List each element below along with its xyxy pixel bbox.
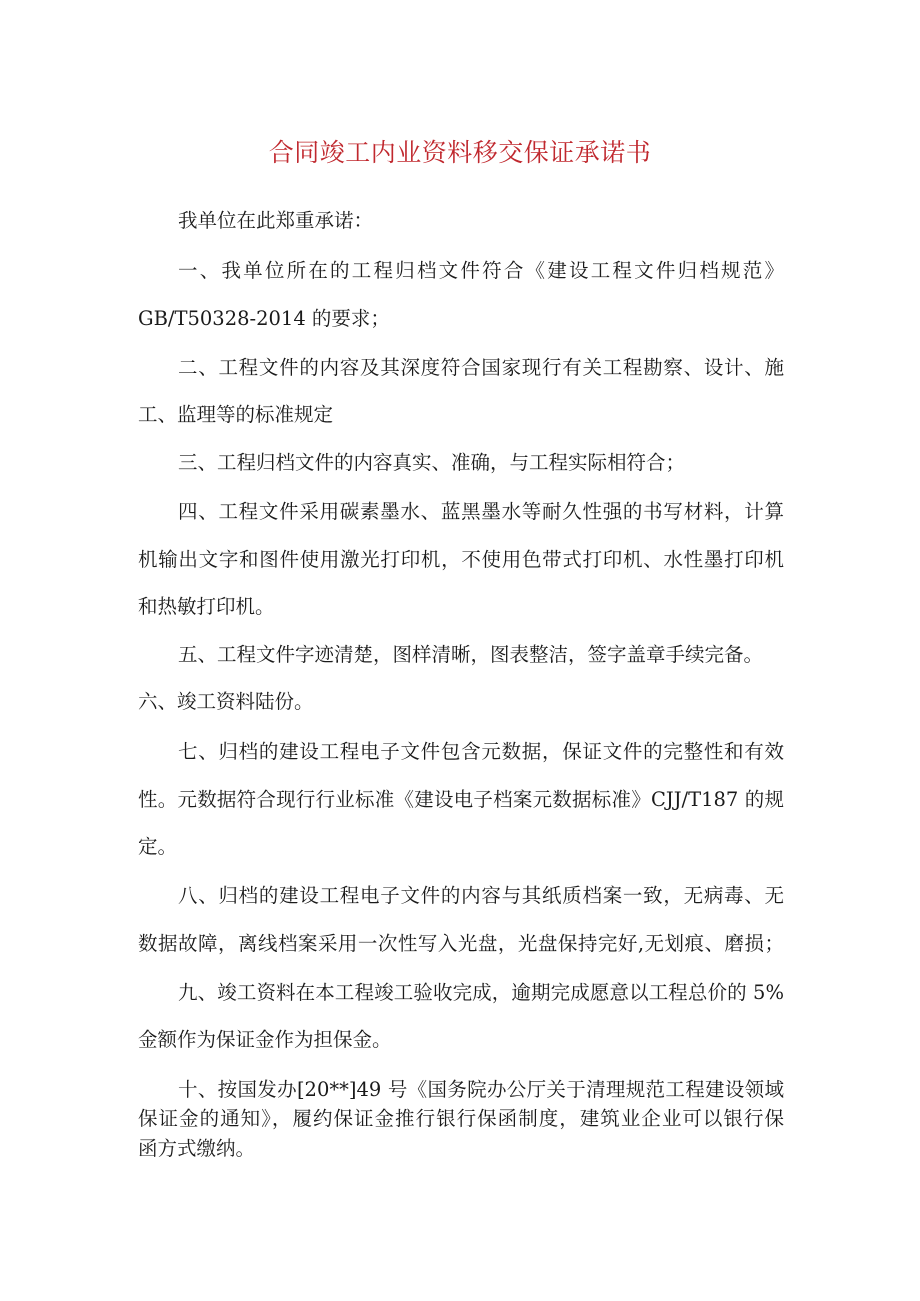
text-line: 二、工程文件的内容及其深度符合国家现行有关工程勘察、设计、施 xyxy=(178,356,784,379)
text-line: 六、竣工资料陆份。 xyxy=(138,690,314,713)
text-line: 机输出文字和图件使用激光打印机，不使用色带式打印机、水性墨打印机 xyxy=(138,548,784,571)
text-line: 和热敏打印机。 xyxy=(138,595,275,618)
text-line: 四、工程文件采用碳素墨水、蓝黑墨水等耐久性强的书写材料，计算 xyxy=(178,500,784,523)
text-line: 性。元数据符合现行行业标准《建设电子档案元数据标准》CJJ/T187 的规 xyxy=(138,788,784,811)
document-title: 合同竣工内业资料移交保证承诺书 xyxy=(268,138,652,167)
text-line: 函方式缴纳。 xyxy=(138,1137,256,1160)
text-line: 我单位在此郑重承诺： xyxy=(178,209,374,232)
text-line: 金额作为保证金作为担保金。 xyxy=(138,1028,392,1051)
text-line: 数据故障，离线档案采用一次性写入光盘，光盘保持完好,无划痕、磨损； xyxy=(138,932,784,955)
text-line: 五、工程文件字迹清楚，图样清晰，图表整洁，签字盖章手续完备。 xyxy=(178,643,764,666)
text-line: 一、我单位所在的工程归档文件符合《建设工程文件归档规范》 xyxy=(178,259,784,282)
text-line: 三、工程归档文件的内容真实、准确，与工程实际相符合； xyxy=(178,451,686,474)
text-line: 定。 xyxy=(138,835,178,858)
text-line: 十、按国发办[20**]49 号《国务院办公厅关于清理规范工程建设领域 xyxy=(178,1078,784,1101)
text-line: 七、归档的建设工程电子文件包含元数据，保证文件的完整性和有效 xyxy=(178,740,784,763)
text-line: 八、归档的建设工程电子文件的内容与其纸质档案一致，无病毒、无 xyxy=(178,884,784,907)
text-line: 工、监理等的标准规定 xyxy=(138,403,334,426)
text-line: GB/T50328-2014 的要求； xyxy=(138,307,390,330)
text-line: 九、竣工资料在本工程竣工验收完成，逾期完成愿意以工程总价的 5% xyxy=(178,981,784,1004)
text-line: 保证金的通知》，履约保证金推行银行保函制度，建筑业企业可以银行保 xyxy=(138,1107,784,1130)
